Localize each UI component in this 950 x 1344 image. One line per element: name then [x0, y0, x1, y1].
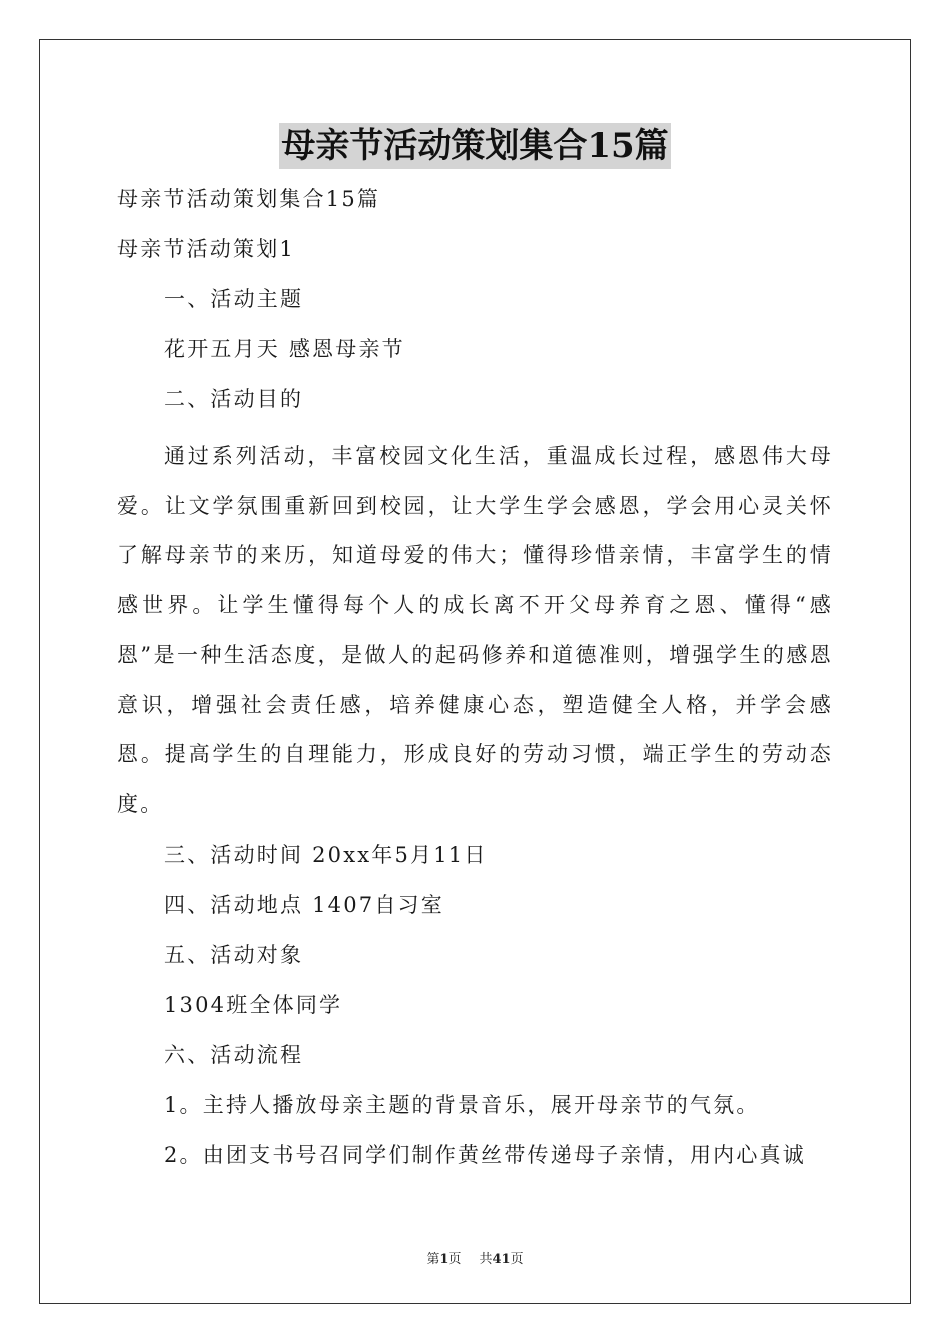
page-footer	[0, 1248, 950, 1267]
heading-audience: 五、活动对象	[164, 942, 304, 967]
document-title: 母亲节活动策划集合15篇	[279, 123, 670, 169]
theme-text: 花开五月天 感恩母亲节	[164, 337, 405, 361]
title-wrap	[0, 123, 950, 169]
audience-text: 1304班全体同学	[164, 992, 343, 1017]
document-subtitle: 母亲节活动策划集合15篇	[117, 187, 381, 211]
heading-location: 四、活动地点 1407自习室	[164, 892, 444, 917]
heading-process: 六、活动流程	[164, 1042, 304, 1067]
footer-page-number: 1	[439, 1252, 449, 1267]
footer-page-prefix: 第	[426, 1252, 440, 1267]
process-step-2: 2。由团支书号召同学们制作黄丝带传递母子亲情，用内心真诚	[164, 1142, 806, 1167]
purpose-paragraph: 通过系列活动，丰富校园文化生活，重温成长过程，感恩伟大母爱。让文学氛围重新回到校园，让大学生学会感恩，学会用心灵关怀了解母亲节的来历，知道母爱的伟大；懂得珍惜亲情，丰富学生的情感世界。让学生懂得每个人的成长离不开父母养育之恩、懂得“感恩”是一种生活态度，是做人的起码修养和道德准则，增强学生的感恩意识，增强社会责任感，培养健康心态，塑造健全人格，并学会感恩。提高学生的自理能力，形成良好的劳动习惯，端正学生的劳动态度。	[117, 444, 833, 816]
process-step-1: 1。主持人播放母亲主题的背景音乐，展开母亲节的气氛。	[164, 1092, 760, 1117]
heading-time: 三、活动时间 20xx年5月11日	[164, 842, 488, 867]
heading-purpose: 二、活动目的	[164, 387, 304, 411]
document-body	[117, 179, 833, 1185]
section-title: 母亲节活动策划1	[117, 237, 295, 261]
footer-total-suffix: 页	[510, 1252, 524, 1267]
footer-total-pages: 41	[492, 1252, 511, 1267]
heading-theme: 一、活动主题	[164, 287, 304, 311]
footer-total-prefix: 共	[479, 1252, 493, 1267]
footer-page-suffix: 页	[448, 1252, 462, 1267]
